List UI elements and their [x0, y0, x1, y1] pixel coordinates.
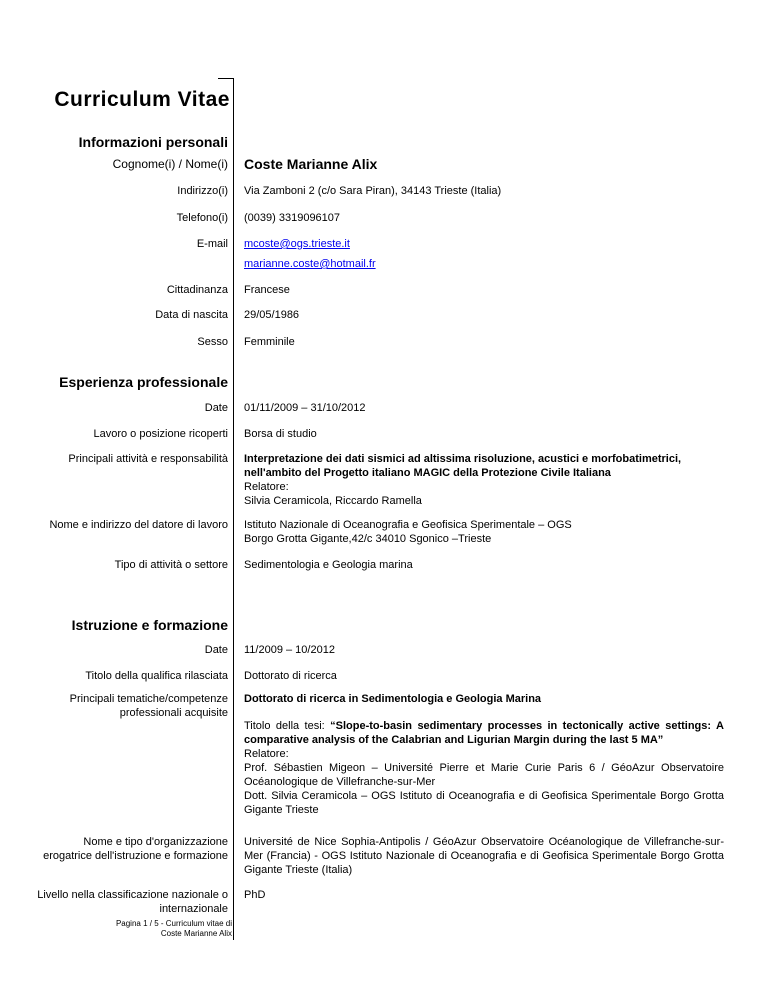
birth-label: Data di nascita [155, 309, 228, 321]
edu-thesis-rel-2: Dott. Silvia Ceramicola – OGS Istituto di Oceanografia e di Geofisica Sperimentale Borgo Grotta Gigante Trieste [244, 790, 724, 816]
edu-org-label-line-1: Nome e tipo d'organizzazione [83, 836, 228, 848]
exp-sector-value: Sedimentologia e Geologia marina [244, 559, 413, 571]
section-personal-heading: Informazioni personali [78, 134, 228, 150]
footer-line-1: Pagina 1 / 5 - Curriculum vitae di [115, 919, 232, 928]
edu-org-label [43, 835, 228, 863]
email-link-1[interactable]: mcoste@ogs.trieste.it [244, 238, 350, 250]
exp-employer-label: Nome e indirizzo del datore di lavoro [49, 519, 228, 531]
email-label: E-mail [196, 238, 228, 250]
address-value: Via Zamboni 2 (c/o Sara Piran), 34143 Trieste (Italia) [244, 185, 502, 197]
column-divider [233, 78, 234, 940]
exp-job-value: Borsa di studio [244, 428, 317, 440]
exp-employer-block [244, 518, 724, 546]
edu-level-label [37, 888, 228, 916]
footer-line-2: Coste Marianne Alix [160, 929, 232, 938]
email-value-2-row [244, 257, 724, 271]
edu-skills-label-line-1: Principali tematiche/competenze [69, 693, 228, 705]
edu-qual-value: Dottorato di ricerca [244, 670, 337, 682]
citizenship-value: Francese [244, 284, 290, 296]
edu-skills-label [70, 692, 228, 720]
edu-skills-label-line-2: professionali acquisite [119, 707, 228, 719]
page-footer [116, 919, 232, 939]
edu-level-label-line-2: internazionale [159, 903, 228, 915]
edu-thesis-title-row [244, 719, 724, 747]
edu-thesis-rel-1: Prof. Sébastien Migeon – Université Pierre et Marie Curie Paris 6 / GéoAzur Observatoire Océanologique de Villefranche-sur-Mer [244, 762, 724, 788]
name-label: Cognome(i) / Nome(i) [112, 157, 228, 171]
citizenship-label: Cittadinanza [166, 284, 228, 296]
edu-level-value: PhD [244, 889, 266, 901]
exp-employer-line-1: Istituto Nazionale di Oceanografia e Geofisica Sperimentale – OGS [244, 519, 572, 531]
full-name: Coste Marianne Alix [244, 156, 378, 172]
exp-activities-title: Interpretazione dei dati sismici ad altissima risoluzione, acustici e morfobatimetrici, nell'ambito del Progetto italiano MAGIC della Protezione Civile Italiana [244, 453, 682, 479]
phone-label: Telefono(i) [176, 212, 228, 224]
edu-skills-value: Dottorato di ricerca in Sedimentologia e Geologia Marina [244, 693, 542, 705]
exp-job-label: Lavoro o posizione ricoperti [93, 428, 228, 440]
edu-date-label: Date [204, 644, 228, 656]
exp-activities-rel-label: Relatore: [244, 481, 289, 493]
exp-date-value: 01/11/2009 – 31/10/2012 [244, 402, 366, 414]
edu-org-value: Université de Nice Sophia-Antipolis / GéoAzur Observatoire Océanologique de Villefranche-sur-Mer (Francia) - OGS Istituto Nazionale di Oceanografia e di Geofisica Sperimentale Borgo Grotta Gigante Trieste (Italia) [244, 836, 724, 876]
edu-date-value: 11/2009 – 10/2012 [244, 644, 335, 656]
email-value-1-row [244, 237, 724, 251]
birth-value: 29/05/1986 [244, 309, 300, 321]
exp-activities-label: Principali attività e responsabilità [68, 453, 228, 465]
sex-label: Sesso [197, 336, 228, 348]
edu-level-label-line-1: Livello nella classificazione nazionale o [37, 889, 228, 901]
address-label: Indirizzo(i) [177, 185, 228, 197]
edu-thesis-prefix: Titolo della tesi: [244, 720, 331, 732]
exp-employer-line-2: Borgo Grotta Gigante,42/c 34010 Sgonico –Trieste [244, 533, 492, 545]
edu-org-label-line-2: erogatrice dell'istruzione e formazione [43, 850, 228, 862]
phone-value: (0039) 3319096107 [244, 212, 341, 224]
edu-thesis-title: “Slope-to-basin sedimentary processes in tectonically active settings: A comparative analysis of the Calabrian and Ligurian Margin during the last 5 MA” [244, 720, 724, 746]
section-education-heading: Istruzione e formazione [71, 617, 228, 633]
page-title: Curriculum Vitae [54, 88, 230, 111]
exp-sector-label: Tipo di attività o settore [114, 559, 228, 571]
top-rule [218, 78, 234, 79]
exp-activities-rel: Silvia Ceramicola, Riccardo Ramella [244, 495, 422, 507]
section-experience-heading: Esperienza professionale [59, 374, 228, 390]
edu-thesis-block [244, 719, 724, 817]
exp-date-label: Date [204, 402, 228, 414]
edu-qual-label: Titolo della qualifica rilasciata [85, 670, 228, 682]
exp-activities-block [244, 452, 724, 508]
edu-thesis-rel-label: Relatore: [244, 748, 289, 760]
email-link-2[interactable]: marianne.coste@hotmail.fr [244, 258, 376, 270]
sex-value: Femminile [244, 336, 295, 348]
